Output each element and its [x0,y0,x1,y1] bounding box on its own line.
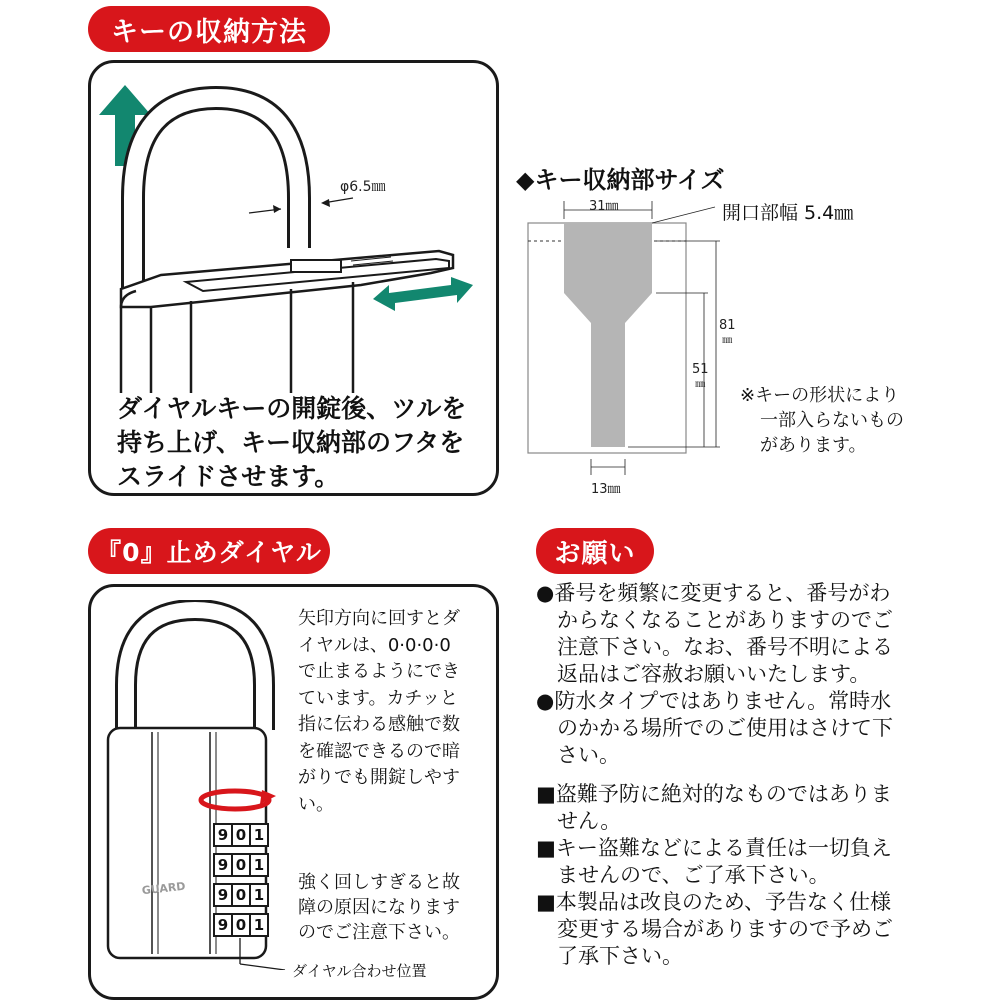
request-line: 了承下さい。 [536,944,683,968]
request-item-4 [536,835,892,889]
dial-wheels [213,823,269,937]
section-title-storage [88,6,330,52]
key-compartment-diagram [520,195,735,495]
request-line: のかかる場所でのご使用はさけて下 [536,716,893,740]
opening-width-label: 開口部幅 5.4㎜ [722,202,854,224]
brand-logo: GUARD [141,879,187,898]
height-outer-num: 81 [719,318,736,333]
dial-wheel-row[interactable] [213,823,269,847]
dial-digit: 0 [233,883,251,907]
request-item-1 [536,580,893,688]
dial-wheel-row[interactable] [213,883,269,907]
storage-caption-line-1: ダイヤルキーの開錠後、ツルを [117,394,467,423]
request-line: ■本製品は改良のため、予告なく仕様 [536,890,891,914]
dial-digit: 9 [213,823,233,847]
request-line: からなくなることがありますのでご [536,608,893,632]
request-line: ■盗難予防に絶対的なものではありま [536,782,892,806]
dial-text-line: で止まるようにでき [298,661,460,682]
request-line: ●番号を頻繁に変更すると、番号がわ [536,581,891,605]
storage-caption-line-2: 持ち上げ、キー収納部のフタを [117,428,465,457]
dial-description [298,606,460,818]
dial-digit: 9 [213,883,233,907]
dial-text-line: 指に伝わる感触で数 [298,714,460,735]
dial-warning-line: 強く回しすぎると故 [298,872,460,893]
storage-caption-line-3: スライドさせます。 [117,462,340,491]
dial-text-line: がりでも開錠しやす [298,767,460,788]
dial-digit: 1 [251,913,269,937]
height-outer-unit: ㎜ [722,335,733,346]
section-title-request-text: お願い [554,538,636,569]
section-title-dial-text: 『0』止めダイヤル [96,538,322,567]
height-inner-label [692,362,709,392]
request-item-5 [536,889,893,970]
top-width-label: 31㎜ [589,199,619,214]
section-title-storage-text: キーの収納方法 [111,16,307,48]
request-line: ■キー盗難などによる責任は一切負え [536,836,892,860]
section-title-request [536,528,654,574]
request-line: ませんので、ご了承下さい。 [536,863,830,887]
request-line: 変更する場合がありますので予めご [536,917,893,941]
request-line: 注意下さい。なお、番号不明による [536,635,893,659]
dial-digit: 9 [213,853,233,877]
request-line: さい。 [536,743,620,767]
slide-cover-grip [291,260,341,272]
request-item-2 [536,688,893,769]
request-line: ●防水タイプではありません。常時水 [536,689,892,713]
dial-warning-line: 障の原因になります [298,897,460,918]
height-inner-unit: ㎜ [695,379,706,390]
dial-wheel-row[interactable] [213,913,269,937]
dial-digit: 1 [251,823,269,847]
size-note-line-1: ※キーの形状により [740,385,900,406]
dial-text-line: を確認できるので暗 [298,740,460,762]
dial-digit: 1 [251,853,269,877]
request-item-3 [536,781,892,835]
dial-position-label: ダイヤル合わせ位置 [292,962,427,980]
request-line: 返品はご容赦お願いいたします。 [536,662,871,686]
size-note-line-3: があります。 [760,435,867,456]
size-heading: ◆キー収納部サイズ [516,166,725,194]
dial-digit: 0 [233,853,251,877]
height-inner-num: 51 [692,362,709,377]
storage-caption [117,392,466,494]
dial-digit: 0 [233,913,251,937]
dial-warning-line: のでご注意下さい。 [298,922,460,943]
dial-wheel-row[interactable] [213,853,269,877]
request-line: せん。 [536,809,622,833]
padlock-storage-illustration [91,63,491,393]
dial-digit: 9 [213,913,233,937]
dial-warning [298,870,460,945]
dial-digit: 0 [233,823,251,847]
dial-text-line: 矢印方向に回すとダ [298,608,460,629]
shackle-diameter-label: φ6.5㎜ [340,179,386,195]
dial-digit: 1 [251,883,269,907]
dial-text-line: イヤルは、0·0·0·0 [298,634,451,656]
double-arrow-icon [373,277,473,311]
section-title-dial [88,528,330,574]
size-note-line-2: 一部入らないもの [760,410,904,431]
size-note [740,383,904,458]
dial-text-line: ています。カチッと [298,687,459,709]
height-outer-label [719,318,736,348]
dial-text-line: い。 [298,793,334,815]
bottom-width-label: 13㎜ [591,482,621,497]
